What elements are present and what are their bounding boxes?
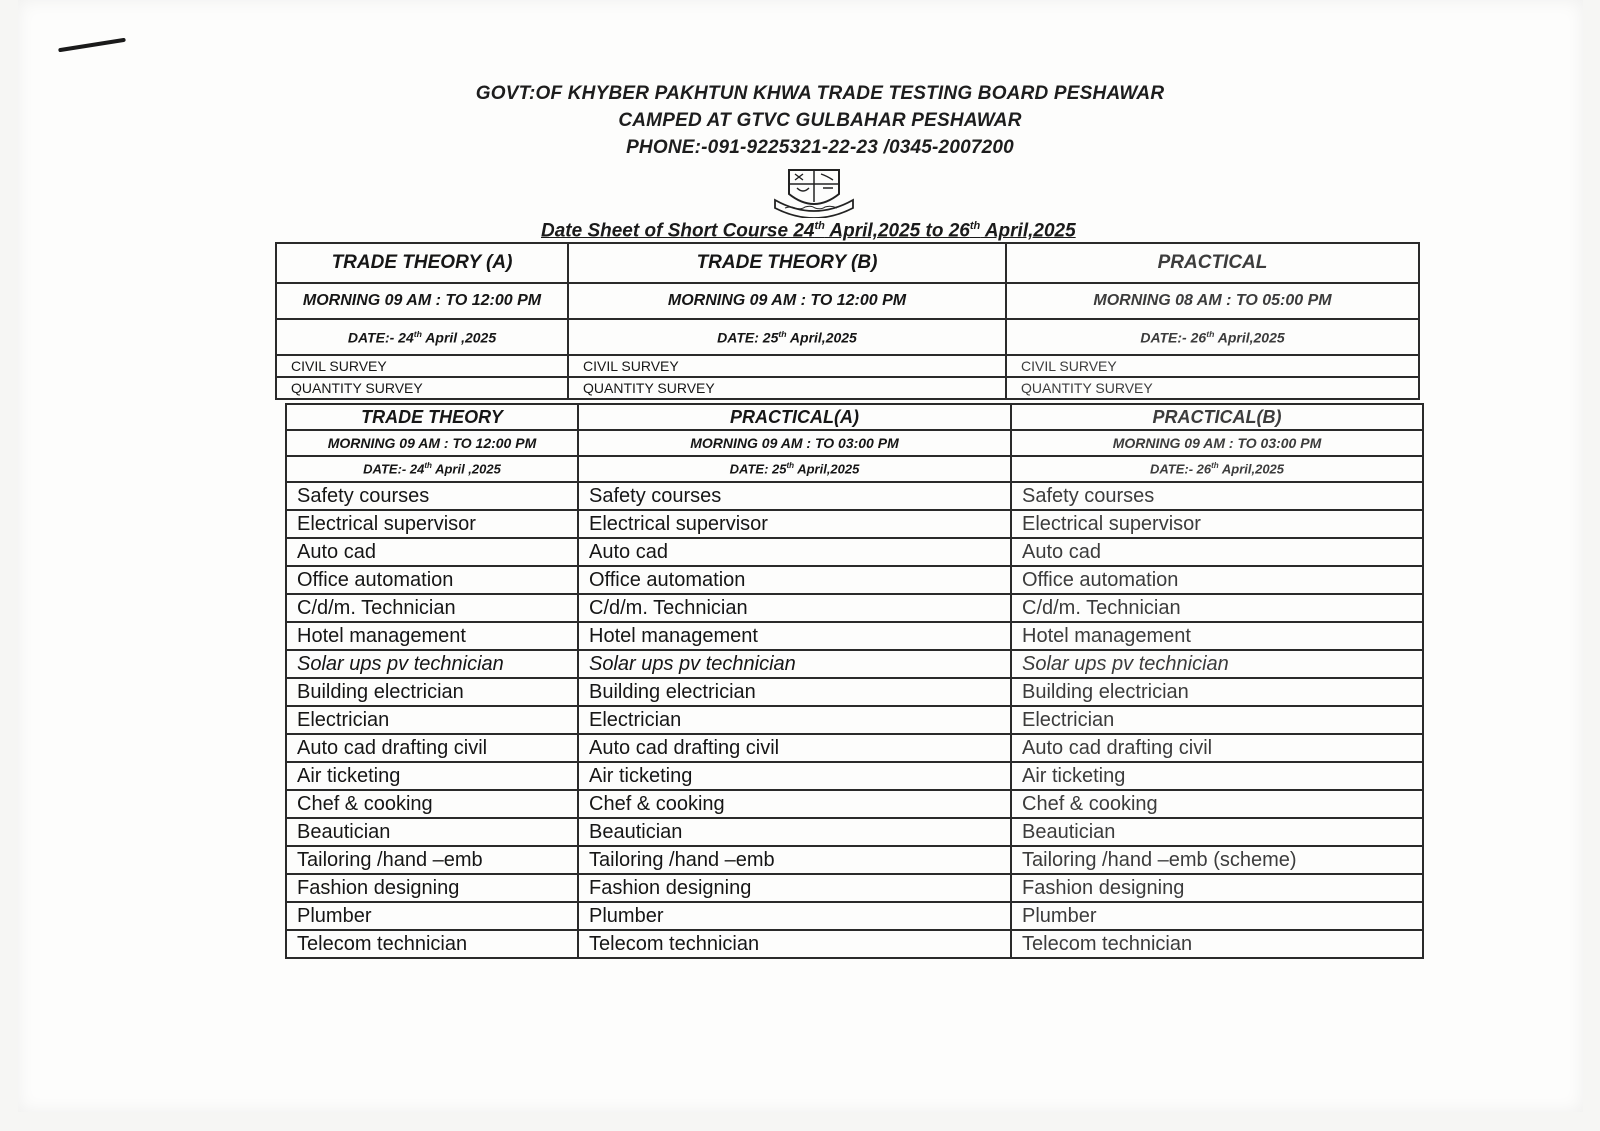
table-row [286,482,1423,510]
trade-cell: CIVIL SURVEY [276,355,568,377]
column-header: TRADE THEORY [286,404,578,430]
trade-cell: Office automation [286,566,578,594]
date-text: April,2025 [1214,329,1285,346]
trade-cell: C/d/m. Technician [578,594,1011,622]
column-header: TRADE THEORY (B) [568,243,1006,283]
table-row [276,355,1419,377]
trade-cell: Solar ups pv technician [286,650,578,678]
date-sup: th [424,461,432,471]
date-cell [1006,319,1419,355]
trade-cell: C/d/m. Technician [286,594,578,622]
trade-cell: QUANTITY SURVEY [1006,377,1419,399]
trade-cell: CIVIL SURVEY [568,355,1006,377]
table-row [286,818,1423,846]
trade-cell: Air ticketing [1011,762,1423,790]
date-text: April,2025 [786,329,857,346]
time-row [276,283,1419,319]
trade-cell: Building electrician [578,678,1011,706]
trade-cell: Beautician [286,818,578,846]
trade-cell: Plumber [286,902,578,930]
trade-cell: Auto cad [1011,538,1423,566]
date-cell [286,456,578,482]
date-sup: th [778,328,787,339]
trade-cell: Fashion designing [1011,874,1423,902]
document-header [0,80,1600,161]
table-row [286,762,1423,790]
time-cell: MORNING 09 AM : TO 12:00 PM [568,283,1006,319]
table-row [286,706,1423,734]
trade-cell: Auto cad [578,538,1011,566]
time-cell: MORNING 09 AM : TO 12:00 PM [276,283,568,319]
table-row [286,650,1423,678]
trade-cell: Beautician [578,818,1011,846]
trade-cell: Tailoring /hand –emb (scheme) [1011,846,1423,874]
table-row [286,846,1423,874]
date-cell [1011,456,1423,482]
date-text: DATE:- 26 [1149,461,1212,477]
time-cell: MORNING 09 AM : TO 03:00 PM [1011,430,1423,456]
trade-cell: Electrician [578,706,1011,734]
title-sup: th [814,220,825,232]
schedule-table-trades [285,403,1424,959]
trade-cell: QUANTITY SURVEY [276,377,568,399]
trade-cell: Electrical supervisor [286,510,578,538]
schedule-table-survey [275,242,1420,400]
trade-cell: Hotel management [578,622,1011,650]
date-text: DATE:- 24 [347,329,414,346]
trade-cell: Plumber [578,902,1011,930]
trade-cell: Safety courses [578,482,1011,510]
date-row [286,456,1423,482]
trade-cell: Electrician [1011,706,1423,734]
trade-cell: CIVIL SURVEY [1006,355,1419,377]
table-header-row [276,243,1419,283]
table-header-row [286,404,1423,430]
table-row [286,902,1423,930]
table-row [286,538,1423,566]
date-text: DATE:- 24 [363,461,425,477]
trade-cell: Electrical supervisor [578,510,1011,538]
time-cell: MORNING 09 AM : TO 12:00 PM [286,430,578,456]
time-cell: MORNING 08 AM : TO 05:00 PM [1006,283,1419,319]
table-row [286,790,1423,818]
header-line-phone: PHONE:-091-9225321-22-23 /0345-2007200 [626,137,1014,158]
trade-cell: Office automation [578,566,1011,594]
table-row [286,734,1423,762]
trade-cell: Hotel management [1011,622,1423,650]
trade-cell: Fashion designing [286,874,578,902]
trade-cell: QUANTITY SURVEY [568,377,1006,399]
board-emblem-icon [771,164,857,218]
trade-cell: Building electrician [1011,678,1423,706]
title-text: April,2025 to 26 [824,220,970,242]
date-text: April ,2025 [421,329,497,346]
trade-cell: Safety courses [286,482,578,510]
date-text: DATE:- 26 [1140,329,1207,346]
trade-cell: Auto cad [286,538,578,566]
column-header: TRADE THEORY (A) [276,243,568,283]
trade-cell: Electrical supervisor [1011,510,1423,538]
table-row [286,594,1423,622]
header-line-board: GOVT:OF KHYBER PAKHTUN KHWA TRADE TESTING BOARD PESHAWAR [475,83,1165,104]
date-cell [276,319,568,355]
trade-cell: Solar ups pv technician [578,650,1011,678]
trade-cell: Hotel management [286,622,578,650]
column-header: PRACTICAL(A) [578,404,1011,430]
table-row [286,930,1423,958]
date-text: April ,2025 [431,461,501,477]
table-row [286,622,1423,650]
date-cell [578,456,1011,482]
date-text: April,2025 [1218,461,1285,477]
trade-cell: Solar ups pv technician [1011,650,1423,678]
trade-cell: Office automation [1011,566,1423,594]
date-text: April,2025 [794,461,860,477]
time-cell: MORNING 09 AM : TO 03:00 PM [578,430,1011,456]
date-sup: th [413,328,422,339]
trade-cell: Air ticketing [286,762,578,790]
date-text: DATE: 25 [717,329,779,346]
table-row [286,874,1423,902]
trade-cell: Electrician [286,706,578,734]
title-text: April,2025 [980,220,1076,242]
trade-cell: Auto cad drafting civil [578,734,1011,762]
column-header: PRACTICAL [1006,243,1419,283]
trade-cell: Beautician [1011,818,1423,846]
trade-cell: Auto cad drafting civil [286,734,578,762]
trade-cell: Telecom technician [578,930,1011,958]
date-row [276,319,1419,355]
trade-cell: Fashion designing [578,874,1011,902]
date-sup: th [786,461,795,471]
trade-cell: Safety courses [1011,482,1423,510]
trade-cell: Building electrician [286,678,578,706]
title-sup: th [969,220,981,232]
time-row [286,430,1423,456]
date-sup: th [1211,461,1219,471]
table-row [286,678,1423,706]
column-header: PRACTICAL(B) [1011,404,1423,430]
date-cell [568,319,1006,355]
trade-rows [286,482,1423,958]
trade-cell: Plumber [1011,902,1423,930]
table-row [276,377,1419,399]
trade-cell: Air ticketing [578,762,1011,790]
trade-cell: Auto cad drafting civil [1011,734,1423,762]
header-line-camp: CAMPED AT GTVC GULBAHAR PESHAWAR [618,110,1022,131]
trade-cell: Chef & cooking [578,790,1011,818]
date-text: DATE: 25 [729,461,787,477]
trade-cell: C/d/m. Technician [1011,594,1423,622]
trade-cell: Tailoring /hand –emb [578,846,1011,874]
trade-cell: Telecom technician [286,930,578,958]
trade-cell: Chef & cooking [286,790,578,818]
table-row [286,566,1423,594]
trade-cell: Tailoring /hand –emb [286,846,578,874]
trade-cell: Telecom technician [1011,930,1423,958]
trade-cell: Chef & cooking [1011,790,1423,818]
date-sheet-title [541,220,1101,242]
table-row [286,510,1423,538]
date-sup: th [1206,328,1215,339]
title-text: Date Sheet of Short Course 24 [541,220,815,242]
